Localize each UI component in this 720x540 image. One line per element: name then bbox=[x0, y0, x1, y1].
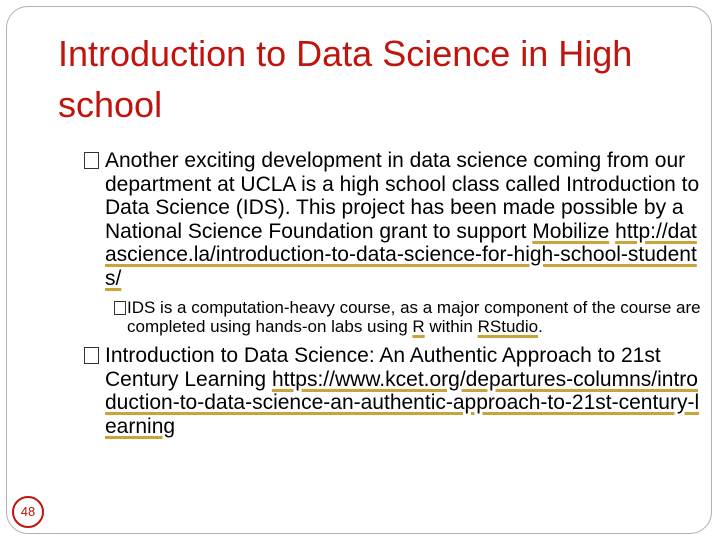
sub-bullet-text: IDS is a computation-heavy course, as a major component of the course are completed using hands-on labs using bbox=[127, 298, 701, 336]
slide-number-badge: 48 bbox=[12, 496, 44, 528]
square-bullet-icon bbox=[114, 301, 126, 315]
datascience-la-link[interactable]: http://datascience.la/introduction-to-data-science-for-high-school-students/ bbox=[105, 219, 697, 290]
rstudio-link[interactable]: RStudio bbox=[477, 317, 539, 336]
sub-bullet-period: . bbox=[538, 317, 543, 336]
sub-bullet-item bbox=[84, 298, 704, 336]
kcet-link[interactable]: https://www.kcet.org/departures-columns/introduction-to-data-science-an-authentic-approach-to-21st-century-learning bbox=[105, 367, 700, 438]
mobilize-link[interactable]: Mobilize bbox=[532, 219, 610, 243]
slide-body bbox=[84, 149, 704, 438]
sub-bullet-text-within: within bbox=[424, 317, 478, 336]
square-bullet-icon bbox=[84, 152, 99, 169]
bullet-text: Another exciting development in data science coming from our department at UCLA is a high school class called Introduction to Data Science (IDS). This project has been made possible by a National Science Foundation grant to support bbox=[105, 149, 700, 243]
bullet-item bbox=[84, 149, 704, 290]
slide-title: Introduction to Data Science in High school bbox=[58, 33, 633, 125]
r-link[interactable]: R bbox=[412, 317, 425, 336]
square-bullet-icon bbox=[84, 347, 99, 364]
bullet-item bbox=[84, 344, 704, 438]
bullet-text: Introduction to Data Science: An Authentic Approach to 21st Century Learning bbox=[105, 344, 661, 391]
